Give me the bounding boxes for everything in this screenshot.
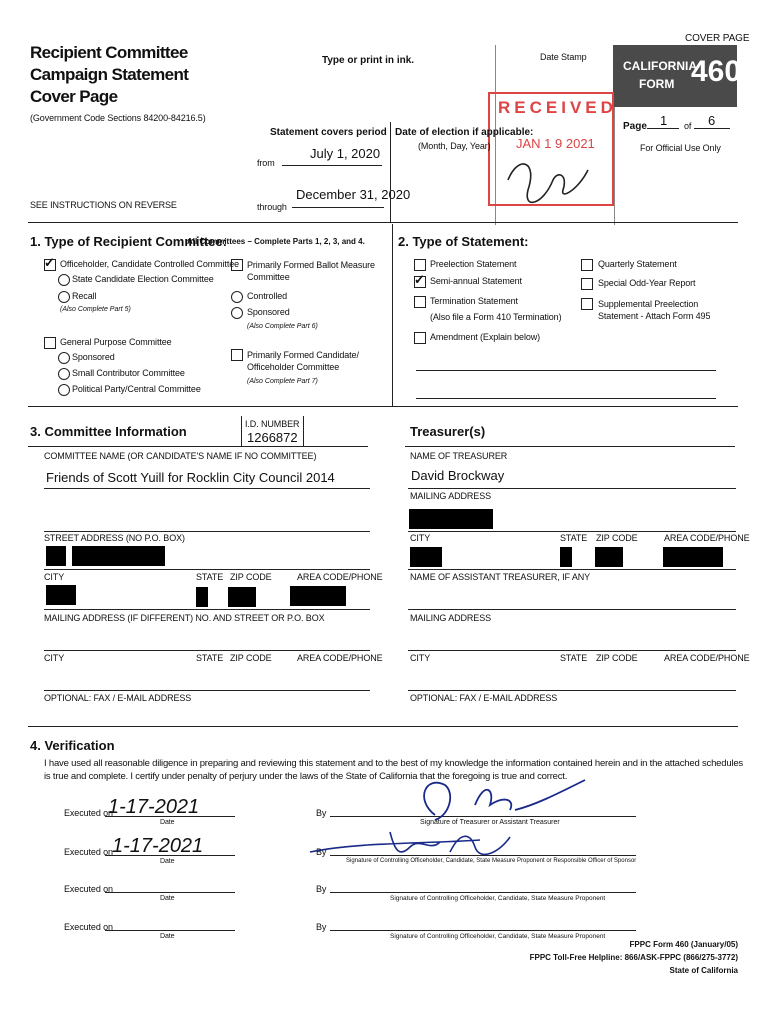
city-label: CITY [44,572,65,582]
election-label: Date of election if applicable: [395,127,534,138]
radio-small-contributor[interactable] [58,368,70,380]
primarily-candidate-line-2: Officeholder Committee [247,362,340,372]
label-quarterly: Quarterly Statement [598,259,677,269]
section4-title: 4. Verification [30,738,115,753]
period-through-value: December 31, 2020 [296,187,411,202]
executed-on-label-3: Executed on [64,884,113,894]
optional-fax-email-label: OPTIONAL: FAX / E-MAIL ADDRESS [44,693,192,703]
period-label: Statement covers period [270,127,387,138]
footer-state: State of California [669,966,738,975]
treasurer-mailing-line [408,531,736,532]
label-controlled: Controlled [247,291,288,301]
ca-state: CALIFORNIA [623,59,697,73]
gov-code: (Government Code Sections 84200-84216.5) [30,113,206,123]
optional-line [44,690,370,691]
title-line-3: Cover Page [30,87,118,106]
label-supplemental [598,298,710,322]
divider-mid [28,406,738,407]
checkbox-general-purpose[interactable] [44,337,56,349]
page-total: 6 [708,113,716,128]
redaction [46,585,76,605]
assistant-mailing-label: MAILING ADDRESS [410,613,492,623]
supplemental-line-2: Statement - Attach Form 495 [598,311,711,321]
ca-form: FORM [639,77,675,91]
amendment-line-2 [416,398,716,399]
ballot-measure-line-2: Committee [247,272,290,282]
stamp-signature [498,150,598,220]
label-small-contributor: Small Contributor Committee [72,368,185,378]
date-line-3 [105,892,235,893]
executed-date-2: 1-17-2021 [112,835,204,857]
checkbox-preelection[interactable] [414,259,426,271]
label-ballot-measure [247,259,375,283]
assistant-zip-label: ZIP CODE [596,653,638,663]
checkbox-amendment[interactable] [414,332,426,344]
signature-label-1: Signature of Treasurer or Assistant Treasurer [420,819,560,826]
see-instructions: SEE INSTRUCTIONS ON REVERSE [30,200,177,210]
checkbox-ballot-measure[interactable] [231,259,243,271]
date-label-1: Date [160,819,175,826]
treasurer-title-line [405,446,735,447]
signature-line-3 [330,892,636,893]
title-line-1: Recipient Committee [30,43,188,62]
checkbox-supplemental[interactable] [581,298,593,310]
radio-controlled[interactable] [231,291,243,303]
check-mark-icon: ✓ [44,255,55,270]
assistant-city-label: CITY [410,653,431,663]
section3-title: 3. Committee Information [30,424,187,439]
verification-text: I have used all reasonable diligence in preparing and reviewing this statement and to the best of my knowledge the information contained herein and in the attached schedules is true and complete. I certify under penalty of perjury under the laws of the State of California that the foregoing is true and correct. [44,758,743,782]
assistant-treasurer-label: NAME OF ASSISTANT TREASURER, IF ANY [410,572,591,582]
assistant-area-phone-label: AREA CODE/PHONE [664,653,750,663]
treasurer-title: Treasurer(s) [410,424,486,439]
ballot-measure-line-1: Primarily Formed Ballot Measure [247,260,375,270]
treasurer-area-phone-label: AREA CODE/PHONE [664,533,750,543]
section-divider [392,224,393,406]
supplemental-line-1: Supplemental Preelection [598,299,699,309]
page-number: 1 [660,113,668,128]
treasurer-optional-label: OPTIONAL: FAX / E-MAIL ADDRESS [410,693,558,703]
checkbox-special-odd[interactable] [581,278,593,290]
treasurer-name-value: David Brockway [411,468,505,483]
executed-on-label-4: Executed on [64,922,113,932]
primarily-candidate-line-1: Primarily Formed Candidate/ [247,350,359,360]
assistant-state-label: STATE [560,653,588,663]
section1-title: 1. Type of Recipient Committee: [30,234,227,249]
label-preelection: Preelection Statement [430,259,517,269]
label-termination: Termination Statement [430,296,518,306]
page-title [30,42,188,108]
treasurer-name-label: NAME OF TREASURER [410,451,508,461]
redaction [72,546,165,566]
period-through-line [292,207,384,208]
date-line-1 [105,816,235,817]
label-semiannual: Semi-annual Statement [430,276,522,286]
checkbox-primarily-candidate[interactable] [231,349,243,361]
label-sponsored: Sponsored [72,352,115,362]
committee-name-label: COMMITTEE NAME (OR CANDIDATE'S NAME IF NO COMMITTEE) [44,451,317,461]
radio-state-candidate[interactable] [58,274,70,286]
treasurer-city-label: CITY [410,533,431,543]
candidate-signature [300,822,620,867]
radio-recall[interactable] [58,291,70,303]
label-recall: Recall [72,291,97,301]
by-label-3: By [316,884,327,894]
page-total-line [694,128,730,129]
committee-name-line [44,488,370,489]
executed-on-label: Executed on [64,808,113,818]
mailing-value-line [44,650,370,651]
received-text: RECEIVED [498,98,617,117]
label-sponsored2: Sponsored [247,307,290,317]
treasurer-state-label: STATE [560,533,588,543]
checkbox-quarterly[interactable] [581,259,593,271]
by-label-1: By [316,808,327,818]
id-number-label: I.D. NUMBER [245,419,300,429]
official-use-only: For Official Use Only [640,143,721,153]
city-label-2: CITY [44,653,65,663]
period-from-line [282,165,382,166]
election-format: (Month, Day, Year) [418,141,491,151]
date-line-2 [105,855,235,856]
section1-subtitle: All Committees – Complete Parts 1, 2, 3, and 4. [187,237,365,246]
section2-title: 2. Type of Statement: [398,234,529,249]
redaction [228,587,256,607]
signature-label-3: Signature of Controlling Officeholder, Candidate, State Measure Proponent [390,895,606,902]
street-address-label: STREET ADDRESS (NO P.O. BOX) [44,533,185,543]
redaction [595,547,623,567]
treasurer-name-line [408,488,736,489]
redaction [196,587,208,607]
mailing-address-label: MAILING ADDRESS (IF DIFFERENT) NO. AND STREET OR P.O. BOX [44,613,325,623]
signature-label-2: Signature of Controlling Officeholder, Candidate, State Measure Proponent or Responsible Officer of Sponsor [346,858,637,864]
signature-label-4: Signature of Controlling Officeholder, Candidate, State Measure Proponent [390,933,606,940]
id-number-value: 1266872 [247,430,298,445]
signature-line-4 [330,930,636,931]
street-value-line [44,569,370,570]
area-phone-label: AREA CODE/PHONE [297,572,383,582]
check-mark-icon: ✓ [414,272,425,287]
label-special-odd: Special Odd-Year Report [598,278,696,288]
note-410: (Also file a Form 410 Termination) [430,312,562,322]
treasurer-signature [395,775,595,825]
executed-date-1: 1-17-2021 [108,796,200,818]
executed-on-label-2: Executed on [64,847,113,857]
state-label: STATE [196,572,224,582]
period-through-label: through [257,202,287,212]
received-date: JAN 1 9 2021 [516,136,595,151]
radio-sponsored2[interactable] [231,307,243,319]
period-from-value: July 1, 2020 [310,146,381,161]
treasurer-zip-label: ZIP CODE [596,533,638,543]
street-line [44,531,370,532]
divider-bottom [28,726,738,727]
label-general-purpose: General Purpose Committee [60,337,172,347]
date-label-4: Date [160,933,175,940]
label-amendment: Amendment (Explain below) [430,332,541,342]
label-officeholder: Officeholder, Candidate Controlled Committee [60,259,240,269]
footer-form: FPPC Form 460 (January/05) [629,940,738,949]
id-box-right [303,416,304,446]
redaction [409,509,493,529]
state-label-2: STATE [196,653,224,663]
amendment-line-1 [416,370,716,371]
page-of: of [684,121,692,131]
committee-name-value: Friends of Scott Yuill for Rocklin City Council 2014 [46,470,335,485]
period-divider [390,122,391,222]
note-part7: (Also Complete Part 7) [247,378,318,385]
label-political-party: Political Party/Central Committee [72,384,201,394]
date-line-4 [105,930,235,931]
type-print-instruction: Type or print in ink. [322,55,415,66]
redaction [560,547,572,567]
page-label: Page [623,121,647,132]
assistant-line [408,609,736,610]
zip-label-2: ZIP CODE [230,653,272,663]
treasurer-optional-line [408,690,736,691]
title-line-2: Campaign Statement [30,65,189,84]
date-label-2: Date [160,858,175,865]
redaction [290,586,346,606]
redaction [663,547,723,567]
date-label-3: Date [160,895,175,902]
label-primarily-candidate [247,349,359,373]
section3-line [28,446,368,447]
radio-sponsored[interactable] [58,352,70,364]
radio-political-party[interactable] [58,384,70,396]
treasurer-mailing-label: MAILING ADDRESS [410,491,492,501]
by-label-2: By [316,847,327,857]
page-number-line [647,128,679,129]
redaction [410,547,442,567]
assistant-mailing-line [408,650,736,651]
note-part6: (Also Complete Part 6) [247,323,318,330]
by-label-4: By [316,922,327,932]
treasurer-city-line [408,569,736,570]
ca-form-number: 460 [691,55,742,88]
label-state-candidate: State Candidate Election Committee [72,274,214,284]
california-form-460-badge [613,45,742,107]
divider-top [28,222,738,223]
redaction [46,546,66,566]
note-part5: (Also Complete Part 5) [60,306,131,313]
footer-helpline: FPPC Toll-Free Helpline: 866/ASK-FPPC (866/275-3772) [529,953,738,962]
date-stamp-label: Date Stamp [540,52,587,62]
id-box-left [241,416,242,446]
city-value-line [44,609,370,610]
checkbox-termination[interactable] [414,296,426,308]
area-phone-label-2: AREA CODE/PHONE [297,653,383,663]
period-from-label: from [257,158,275,168]
cover-page-label: COVER PAGE [685,33,750,44]
zip-label: ZIP CODE [230,572,272,582]
